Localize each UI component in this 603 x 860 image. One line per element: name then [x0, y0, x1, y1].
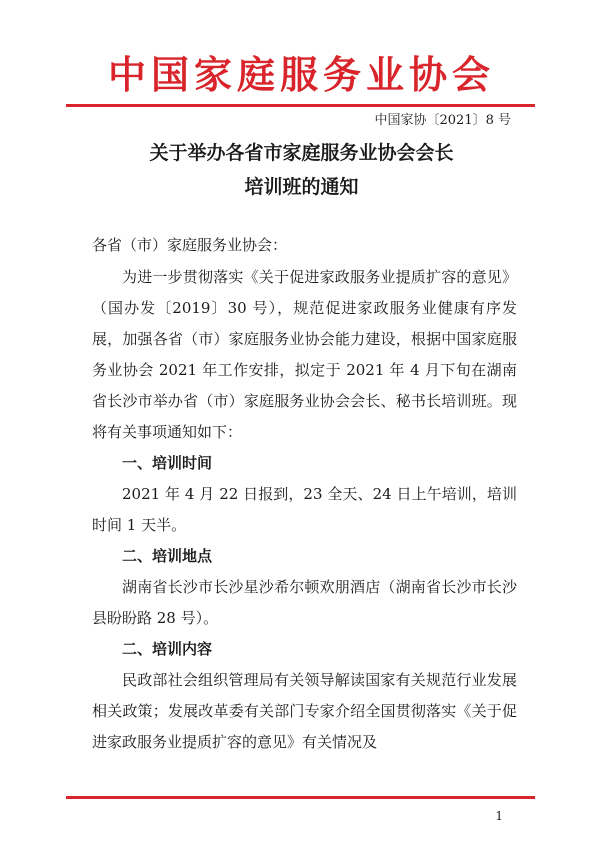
title-line-2: 培训班的通知: [244, 176, 359, 198]
page-number: 1: [495, 809, 503, 823]
section-heading-content: 二、培训内容: [122, 640, 213, 658]
document-body: [92, 262, 517, 758]
salutation: 各省（市）家庭服务业协会：: [92, 236, 288, 254]
title-line-1: 关于举办各省市家庭服务业协会会长: [149, 142, 454, 164]
organization-header: 中国家庭服务业协会: [107, 52, 495, 97]
section-text-time: 2021 年 4 月 22 日报到，23 全天、24 日上午培训，培训时间 1 天半。: [92, 485, 517, 534]
header-red-rule: [66, 104, 535, 107]
section-heading-location: 二、培训地点: [122, 547, 213, 565]
section-text-location: 湖南省长沙市长沙星沙希尔顿欢朋酒店（湖南省长沙市长沙县盼盼路 28 号）。: [92, 578, 517, 627]
section-heading-time: 一、培训时间: [122, 454, 213, 472]
section-text-content: 民政部社会组织管理局有关领导解读国家有关规范行业发展相关政策；发展改革委有关部门专家介绍全国贯彻落实《关于促进家政服务业提质扩容的意见》有关情况及: [92, 671, 517, 751]
intro-paragraph: 为进一步贯彻落实《关于促进家政服务业提质扩容的意见》（国办发〔2019〕30 号），规范促进家政服务业健康有序发展，加强各省（市）家庭服务业协会能力建设，根据中国家庭服务业协会 2021 年工作安排，拟定于 2021 年 4 月下旬在湖南省长沙市举办省（市）家庭服务业协会会长、秘书长培训班。现将有关事项通知如下：: [92, 268, 518, 441]
document-number: 中国家协〔2021〕8 号: [374, 113, 511, 128]
footer-red-rule: [66, 796, 535, 799]
document-title: [0, 136, 603, 204]
